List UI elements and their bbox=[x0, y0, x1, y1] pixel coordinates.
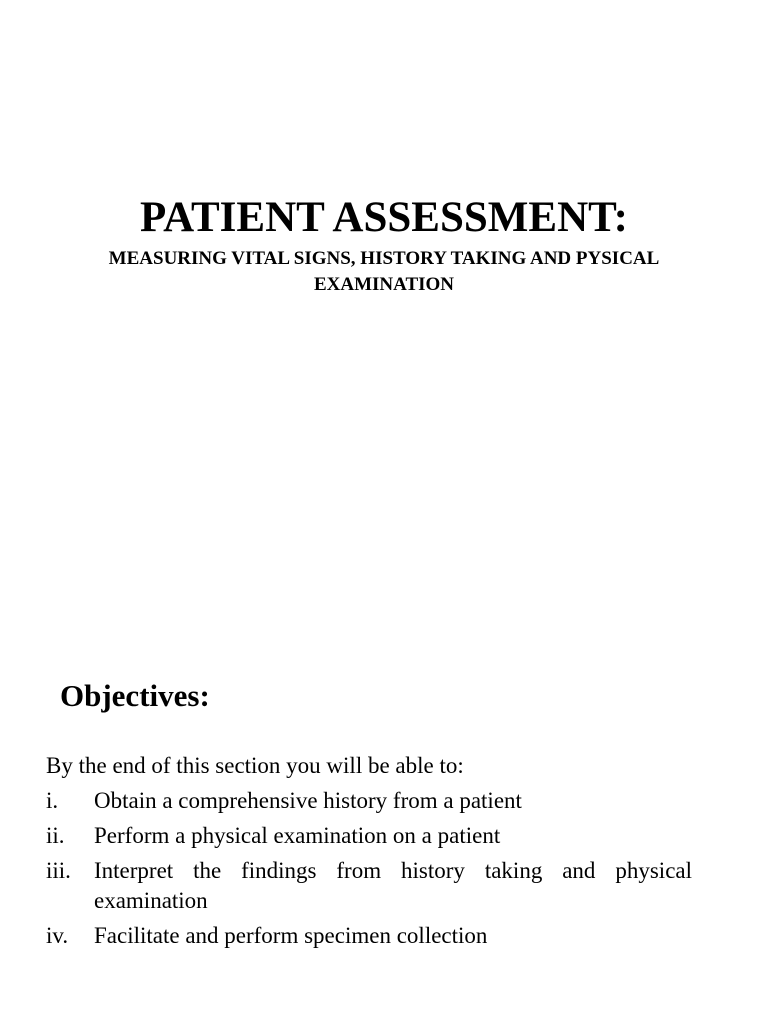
list-item bbox=[46, 821, 692, 851]
list-item-text: Interpret the findings from history taking and physical examination bbox=[94, 858, 692, 913]
list-item-number: iv. bbox=[46, 923, 69, 948]
list-item bbox=[46, 921, 692, 951]
title-block bbox=[0, 192, 768, 298]
list-item bbox=[46, 856, 692, 916]
objectives-intro: By the end of this section you will be able to: bbox=[46, 753, 464, 778]
list-item-text: Perform a physical examination on a patient bbox=[94, 823, 501, 848]
page-subtitle: MEASURING VITAL SIGNS, HISTORY TAKING AND PYSICAL EXAMINATION bbox=[108, 248, 660, 295]
list-item-number: ii. bbox=[46, 823, 65, 848]
list-item-number: iii. bbox=[46, 858, 71, 883]
list-item-text: Facilitate and perform specimen collection bbox=[94, 923, 488, 948]
list-item-text: Obtain a comprehensive history from a patient bbox=[94, 788, 522, 813]
list-item bbox=[46, 786, 692, 816]
list-item-number: i. bbox=[46, 788, 59, 813]
objectives-heading: Objectives: bbox=[60, 678, 210, 713]
objectives-list bbox=[46, 786, 692, 956]
page-title: PATIENT ASSESSMENT: bbox=[140, 194, 628, 241]
